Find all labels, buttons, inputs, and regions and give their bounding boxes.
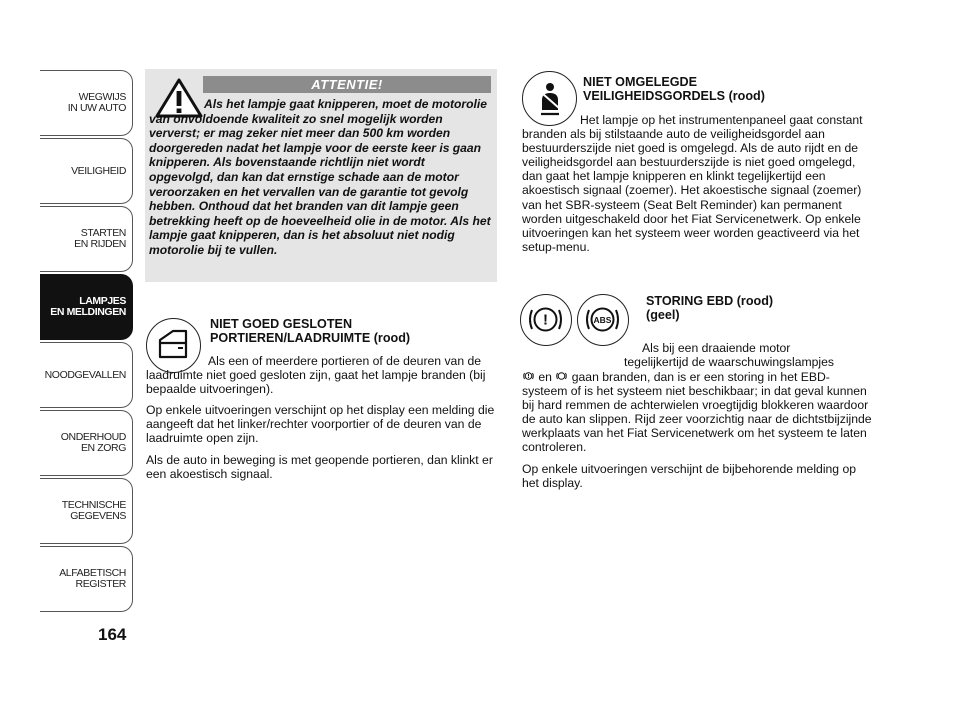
tab-wegwijs[interactable] — [40, 70, 133, 136]
ebd-p1-b: gaan branden, dan is er een storing in het EBD-systeem of is het systeem niet beschikbaar; in dat geval kunnen bij hard remmen de achterwielen vroegtijdig blokkeren waardoor de auto kan slippen. Rijd zeer voorzichtig naar de dichtstbijzijnde werkplaats van het Fiat Servicenetwerk om het systeem te laten controleren. — [522, 370, 872, 455]
page-number: 164 — [98, 625, 127, 644]
seatbelt-title-line1: NIET OMGELEGDE — [583, 75, 698, 89]
ebd-body — [522, 370, 874, 497]
tab-alfabetisch[interactable] — [40, 546, 133, 612]
ebd-title-line2: (geel) — [646, 308, 680, 322]
brake-icon-frame — [520, 294, 572, 346]
doors-title — [210, 317, 410, 345]
tab-label: NOODGEVALLEN — [44, 368, 126, 381]
ebd-title — [646, 294, 773, 322]
tab-label: TECHNISCHE GEGEVENS — [61, 499, 126, 522]
tab-noodgevallen[interactable] — [40, 342, 133, 408]
doors-title-color: (rood) — [373, 331, 411, 345]
abs-icon-frame — [577, 294, 629, 346]
tab-onderhoud[interactable] — [40, 410, 133, 476]
seatbelt-title-color: (rood) — [728, 89, 765, 103]
tab-label: LAMPJES EN MELDINGEN — [50, 295, 126, 318]
seatbelt-title-line2: VEILIGHEIDSGORDELS — [583, 89, 726, 103]
attention-box — [145, 69, 497, 282]
tab-lampjes[interactable] — [40, 274, 133, 340]
doors-p2: Op enkele uitvoeringen verschijnt op het display een melding die aangeeft dat het linker/rechter voorportier of de deuren van de laadruimte open zijn. — [146, 403, 495, 446]
doors-title-line1: NIET GOED GESLOTEN — [210, 317, 353, 331]
seatbelt-p1: Het lampje op het instrumentenpaneel gaat constant branden als bij stilstaande auto de veiligheidsgordel aan bestuurderszijde niet goed is omgelegd. Als de auto rijdt en de veiligheidsgordel aan bestuurderszijde is niet goed omgelegd, dan gaat het lampje knipperen en klinkt tegelijkertijd een akoestisch signaal (zoemer). Het akoestische signaal (zoemer) van het SBR-systeem (Seat Belt Reminder) kan permanent worden uitgeschakeld door het Fiat Servicenetwerk. Op enkele uitvoeringen kan het systeem weer worden geactiveerd via het setup-menu. — [522, 113, 863, 254]
tab-label: WEGWIJS IN UW AUTO — [67, 91, 126, 114]
ebd-p1-a: Als bij een draaiende motor tegelijkertijd de waarschuwingslampjes — [624, 341, 834, 370]
tab-veiligheid[interactable] — [40, 138, 133, 204]
brake-inline-icon — [522, 370, 535, 382]
brake-label: ! — [543, 311, 548, 329]
ebd-intro — [624, 341, 844, 369]
chapter-tabs — [40, 70, 133, 614]
attention-text: Als het lampje gaat knipperen, moet de motorolie van onvoldoende kwaliteit zo snel mogelijk worden ververst; er mag zeker niet meer dan 500 km worden doorgereden nadat het lampje voor de eerste keer is gaan knipperen. Als bovenstaande richtlijn niet wordt opgevolgd, dan kan dat ernstige schade aan de motor veroorzaken en het vervallen van de garantie tot gevolg hebben. Onthoud dat het branden van dit lampje geen betrekking heeft op de hoeveelheid olie in de motor. Als het lampje gaat knipperen, dan is het absoluut niet nodig motorolie bij te vullen. — [149, 97, 491, 257]
abs-label: ABS — [593, 315, 612, 325]
ebd-title-color: (rood) — [736, 294, 774, 308]
doors-body — [146, 354, 496, 488]
ebd-p1-en: en — [538, 370, 552, 384]
tab-label: VEILIGHEID — [71, 164, 126, 177]
tab-label: ONDERHOUD EN ZORG — [60, 431, 126, 454]
tab-label: ALFABETISCH REGISTER — [59, 567, 126, 590]
doors-p3: Als de auto in beweging is met geopende portieren, dan klinkt er een akoestisch signaal. — [146, 452, 493, 481]
abs-icon — [578, 295, 627, 344]
brake-warning-icon — [521, 295, 570, 344]
tab-technische[interactable] — [40, 478, 133, 544]
seatbelt-body — [522, 113, 874, 261]
abs-inline-icon — [555, 370, 568, 382]
doors-p1: Als een of meerdere portieren of de deuren van de laadruimte niet goed gesloten zijn, gaat het lampje branden (bij bepaalde uitvoeringen). — [146, 354, 486, 397]
tab-starten[interactable] — [40, 206, 133, 272]
ebd-p2: Op enkele uitvoeringen verschijnt de bijbehorende melding op het display. — [522, 461, 857, 490]
doors-title-line2: PORTIEREN/LAADRUIMTE — [210, 331, 371, 345]
tab-label: STARTEN EN RIJDEN — [74, 227, 126, 250]
seatbelt-title — [583, 75, 765, 103]
attention-title: ATTENTIE! — [203, 76, 491, 93]
ebd-title-line1: STORING EBD — [646, 294, 734, 308]
